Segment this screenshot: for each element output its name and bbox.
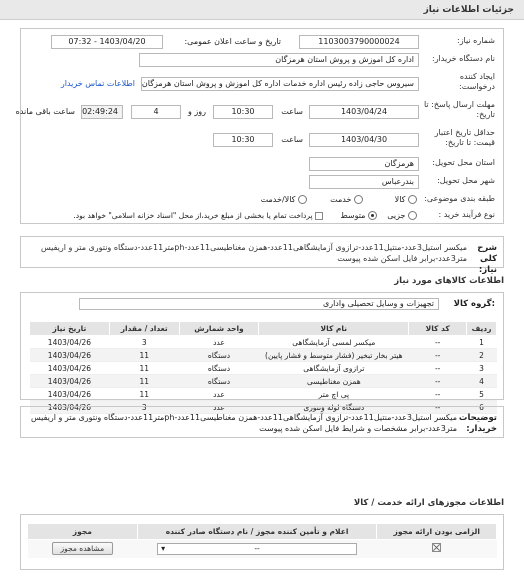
- col-required: الزامی بودن ارائه مجوز: [377, 524, 497, 540]
- cell-qty: 11: [109, 362, 179, 375]
- cell-name: ترازوی آزمایشگاهی: [259, 362, 409, 375]
- cell-qty: 11: [109, 375, 179, 388]
- required-checkbox-icon[interactable]: [432, 543, 441, 552]
- goods-group-label: گروه کالا:: [453, 299, 495, 309]
- cell-code: --: [409, 375, 467, 388]
- table-row: [28, 540, 497, 558]
- row-province: [21, 155, 503, 173]
- table-row[interactable]: [30, 336, 497, 349]
- deadline-label: مهلت ارسال پاسخ: تا تاریخ:: [423, 100, 495, 119]
- goods-table: [29, 321, 497, 414]
- process-option-medium[interactable]: متوسط: [340, 211, 377, 220]
- deadline-time-field[interactable]: 10:30: [213, 105, 273, 119]
- treasury-payment-option[interactable]: پرداخت تمام یا بخشی از مبلغ خرید،از محل "اسناد خزانه اسلامی" خواهد بود.: [73, 211, 323, 220]
- buyer-contact-link[interactable]: اطلاعات تماس خریدار: [60, 79, 135, 88]
- goods-box: [20, 292, 504, 412]
- cell-code: --: [409, 401, 467, 414]
- cell-code: --: [409, 336, 467, 349]
- col-code: کد کالا: [409, 322, 467, 336]
- page-title: جزئیات اطلاعات نیاز: [0, 0, 524, 20]
- process-label: نوع فرآیند خرید :: [438, 210, 495, 219]
- announce-field[interactable]: 1403/04/20 - 07:32: [51, 35, 163, 49]
- col-name: نام کالا: [259, 322, 409, 336]
- view-permit-button[interactable]: مشاهده مجوز: [52, 542, 114, 555]
- buyer-notes-text: میکسر استیل3عدد-منتیل11عدد-ترازوی آزمایشگاهی11عدد-همزن مغناطیسی11عدد-phمتر11عدد-دستگاه ونتوری متر و اریفیس متر3عدد-برابر مشخصات و شرایط فایل اسکن شده پیوست: [30, 413, 457, 433]
- validity-label: حداقل تاریخ اعتبار قیمت: تا تاریخ:: [434, 128, 495, 147]
- cell-name: همزن مغناطیسی: [259, 375, 409, 388]
- category-option-goods[interactable]: کالا: [395, 195, 417, 204]
- cell-date: 1403/04/26: [30, 375, 110, 388]
- col-unit: واحد شمارش: [179, 322, 259, 336]
- cell-date: 1403/04/26: [30, 362, 110, 375]
- issuer-cell: [137, 540, 377, 558]
- table-row[interactable]: [30, 362, 497, 375]
- creator-label: ایجاد کننده درخواست:: [459, 72, 495, 91]
- radio-icon: [298, 195, 307, 204]
- validity-date-field[interactable]: 1403/04/30: [309, 133, 419, 147]
- col-qty: تعداد / مقدار: [109, 322, 179, 336]
- cell-index: 3: [467, 362, 497, 375]
- cell-qty: 3: [109, 336, 179, 349]
- province-field[interactable]: هرمزگان: [309, 157, 419, 171]
- cell-unit: عدد: [179, 388, 259, 401]
- need-description-label: شرح کلی نیاز:: [477, 243, 497, 275]
- table-row[interactable]: [30, 375, 497, 388]
- permit-cell: [28, 540, 138, 558]
- need-details-panel: [15, 28, 504, 224]
- cell-index: 4: [467, 375, 497, 388]
- cell-date: 1403/04/26: [30, 401, 110, 414]
- cell-name: دستگاه لوله ونتوری: [259, 401, 409, 414]
- row-need-number: [21, 33, 503, 51]
- cell-name: هیتر بخار تبخیر (فشار متوسط و فشار پایین): [259, 349, 409, 362]
- col-permit: مجوز: [28, 524, 138, 540]
- row-buyer: [21, 51, 503, 69]
- cell-index: 5: [467, 388, 497, 401]
- deadline-time-label: ساعت: [281, 107, 303, 116]
- category-label: طبقه بندی موضوعی:: [424, 194, 495, 203]
- table-row[interactable]: [30, 388, 497, 401]
- row-validity: [21, 127, 503, 153]
- goods-section-title: اطلاعات کالاهای مورد نیاز: [394, 276, 504, 286]
- buyer-notes-box: [20, 406, 504, 438]
- cell-date: 1403/04/26: [30, 388, 110, 401]
- radio-icon: [408, 195, 417, 204]
- cell-index: 2: [467, 349, 497, 362]
- need-description-box: [20, 236, 504, 275]
- cell-name: میکسر لمسی آزمایشگاهی: [259, 336, 409, 349]
- cell-code: --: [409, 362, 467, 375]
- table-row[interactable]: [30, 349, 497, 362]
- buyer-field[interactable]: اداره کل اموزش و پروش استان هرمزگان: [139, 53, 419, 67]
- row-deadline: [15, 99, 503, 125]
- cell-unit: عدد: [179, 401, 259, 414]
- cell-unit: دستگاه: [179, 375, 259, 388]
- radio-selected-icon: [368, 211, 377, 220]
- cell-unit: عدد: [179, 336, 259, 349]
- row-process: [21, 207, 503, 225]
- cell-qty: 11: [109, 388, 179, 401]
- need-number-label: شماره نیاز:: [457, 36, 495, 45]
- days-field: 4: [131, 105, 181, 119]
- col-index: ردیف: [467, 322, 497, 336]
- goods-group-field[interactable]: تجهیزات و وسایل تحصیلی واداری: [79, 298, 439, 310]
- process-option-minor[interactable]: جزیی: [387, 211, 417, 220]
- goods-table-header: [30, 322, 497, 336]
- cell-code: --: [409, 349, 467, 362]
- validity-time-field[interactable]: 10:30: [213, 133, 273, 147]
- announce-label: تاریخ و ساعت اعلان عمومی:: [184, 37, 281, 46]
- validity-time-label: ساعت: [281, 135, 303, 144]
- buyer-notes-label: توضیحات خریدار:: [458, 413, 497, 434]
- radio-icon: [354, 195, 363, 204]
- required-cell: [377, 540, 497, 558]
- checkbox-icon: [315, 212, 323, 220]
- cell-code: --: [409, 388, 467, 401]
- remaining-label: ساعت باقی مانده: [15, 107, 75, 116]
- col-date: تاریخ نیاز: [30, 322, 110, 336]
- remaining-time-field: 02:49:24: [81, 105, 123, 119]
- cell-unit: دستگاه: [179, 349, 259, 362]
- city-field[interactable]: بندرعباس: [309, 175, 419, 189]
- issuer-select[interactable]: ▾ --: [157, 543, 357, 555]
- need-description-text: میکسر استیل3عدد-منتیل11عدد-ترازوی آزمایشگاهی11عدد-همزن مغناطیسی11عدد-phمتر11عدد-دستگاه ونتوری متر و اریفیس متر3عدد-برابر فایل اسکن شده پیوست: [40, 243, 467, 263]
- cell-qty: 11: [109, 349, 179, 362]
- permits-table-header: [28, 524, 497, 540]
- row-creator: [21, 71, 503, 97]
- cell-unit: دستگاه: [179, 362, 259, 375]
- cell-date: 1403/04/26: [30, 349, 110, 362]
- row-city: [21, 173, 503, 191]
- need-number-field[interactable]: 1103003790000024: [299, 35, 419, 49]
- city-label: شهر محل تحویل:: [437, 176, 495, 185]
- province-label: استان محل تحویل:: [432, 158, 495, 167]
- creator-field[interactable]: سیروس حاجی زاده رئیس اداره خدمات اداره کل اموزش و پروش استان هرمزگان: [141, 77, 419, 91]
- buyer-label: نام دستگاه خریدار:: [432, 54, 495, 63]
- col-issuer: اعلام و تأمین کننده مجوز / نام دستگاه صادر کننده: [137, 524, 377, 540]
- days-label: روز و: [188, 107, 206, 116]
- deadline-date-field[interactable]: 1403/04/24: [309, 105, 419, 119]
- category-option-goods-service[interactable]: کالا/خدمت: [261, 195, 307, 204]
- cell-qty: 3: [109, 401, 179, 414]
- cell-date: 1403/04/26: [30, 336, 110, 349]
- cell-index: 1: [467, 336, 497, 349]
- permits-box: [20, 514, 504, 570]
- cell-index: 6: [467, 401, 497, 414]
- cell-name: پی اچ متر: [259, 388, 409, 401]
- permits-table: [27, 523, 497, 558]
- radio-icon: [408, 211, 417, 220]
- category-option-service[interactable]: خدمت: [330, 195, 363, 204]
- permits-section-title: اطلاعات مجوزهای ارائه خدمت / کالا: [353, 498, 504, 508]
